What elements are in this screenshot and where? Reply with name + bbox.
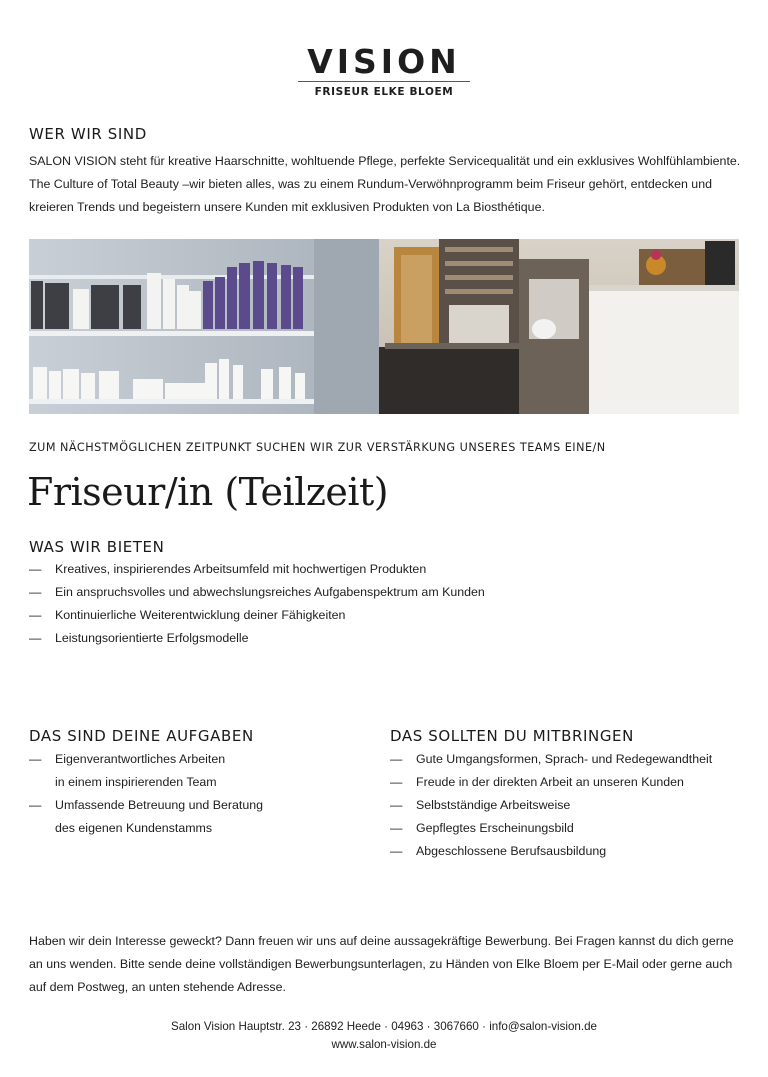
footer-website[interactable]: www.salon-vision.de bbox=[331, 1038, 437, 1051]
requirements-heading: DAS SOLLTEN DU MITBRINGEN bbox=[390, 727, 634, 745]
list-item: — Ein anspruchsvolles und abwechslungsreiches Aufgabenspektrum am Kunden bbox=[29, 581, 729, 604]
tasks-list bbox=[29, 748, 359, 840]
list-item bbox=[29, 748, 359, 794]
logo bbox=[0, 44, 768, 98]
list-item-line: des eigenen Kundenstamms bbox=[55, 821, 213, 835]
logo-wordmark: VISION bbox=[307, 42, 461, 81]
job-title: Friseur/in (Teilzeit) bbox=[27, 470, 389, 514]
list-item: — Kontinuierliche Weiterentwicklung deiner Fähigkeiten bbox=[29, 604, 729, 627]
closing-text: Haben wir dein Interesse geweckt? Dann freuen wir uns auf deine aussagekräftige Bewerbung. Bei Fragen kannst du dich gerne an uns wenden. Bitte sende deine vollständigen Bewerbungsunterlagen, zu Händen von Elke Bloem per E-Mail oder gerne auch auf dem Postweg, an unten stehende Adresse. bbox=[29, 934, 734, 994]
salon-interior-image bbox=[29, 239, 739, 414]
list-item: — Leistungsorientierte Erfolgsmodelle bbox=[29, 627, 729, 650]
tasks-heading: DAS SIND DEINE AUFGABEN bbox=[29, 727, 254, 745]
list-item: — Selbstständige Arbeitsweise bbox=[390, 794, 750, 817]
list-item-line: in einem inspirierenden Team bbox=[55, 775, 217, 789]
list-item-line: Umfassende Betreuung und Beratung bbox=[55, 798, 264, 812]
job-overline: ZUM NÄCHSTMÖGLICHEN ZEITPUNKT SUCHEN WIR ZUR VERSTÄRKUNG UNSERES TEAMS EINE/N bbox=[29, 441, 606, 454]
about-heading: WER WIR SIND bbox=[29, 125, 147, 143]
list-item: — Gute Umgangsformen, Sprach- und Redegewandtheit bbox=[390, 748, 750, 771]
list-item: — Gepflegtes Erscheinungsbild bbox=[390, 817, 750, 840]
list-item-line: Eigenverantwortliches Arbeiten bbox=[55, 752, 226, 766]
list-item: — Kreatives, inspirierendes Arbeitsumfeld mit hochwertigen Produkten bbox=[29, 558, 729, 581]
about-text: SALON VISION steht für kreative Haarschnitte, wohltuende Pflege, perfekte Servicequalität und ein exklusives Wohlfühlambiente. The Culture of Total Beauty –wir bieten alles, was zu einem Rundum-Verwöhnprogramm beim Friseur gehört, entdecken und kreieren Trends und begeistern unsere Kunden mit exklusiven Produkten von La Biosthétique. bbox=[29, 154, 741, 214]
logo-underline bbox=[298, 81, 470, 82]
footer bbox=[0, 1018, 768, 1054]
list-item bbox=[29, 794, 359, 840]
offer-list bbox=[29, 558, 729, 650]
offer-heading: WAS WIR BIETEN bbox=[29, 538, 165, 556]
salon-photo bbox=[29, 239, 739, 414]
requirements-list bbox=[390, 748, 750, 863]
logo-subtitle: FRISEUR ELKE BLOEM bbox=[314, 86, 454, 98]
footer-address: Salon Vision Hauptstr. 23 · 26892 Heede · 04963 · 3067660 · info@salon-vision.de bbox=[171, 1020, 597, 1033]
list-item: — Abgeschlossene Berufsausbildung bbox=[390, 840, 750, 863]
list-item: — Freude in der direkten Arbeit an unseren Kunden bbox=[390, 771, 750, 794]
